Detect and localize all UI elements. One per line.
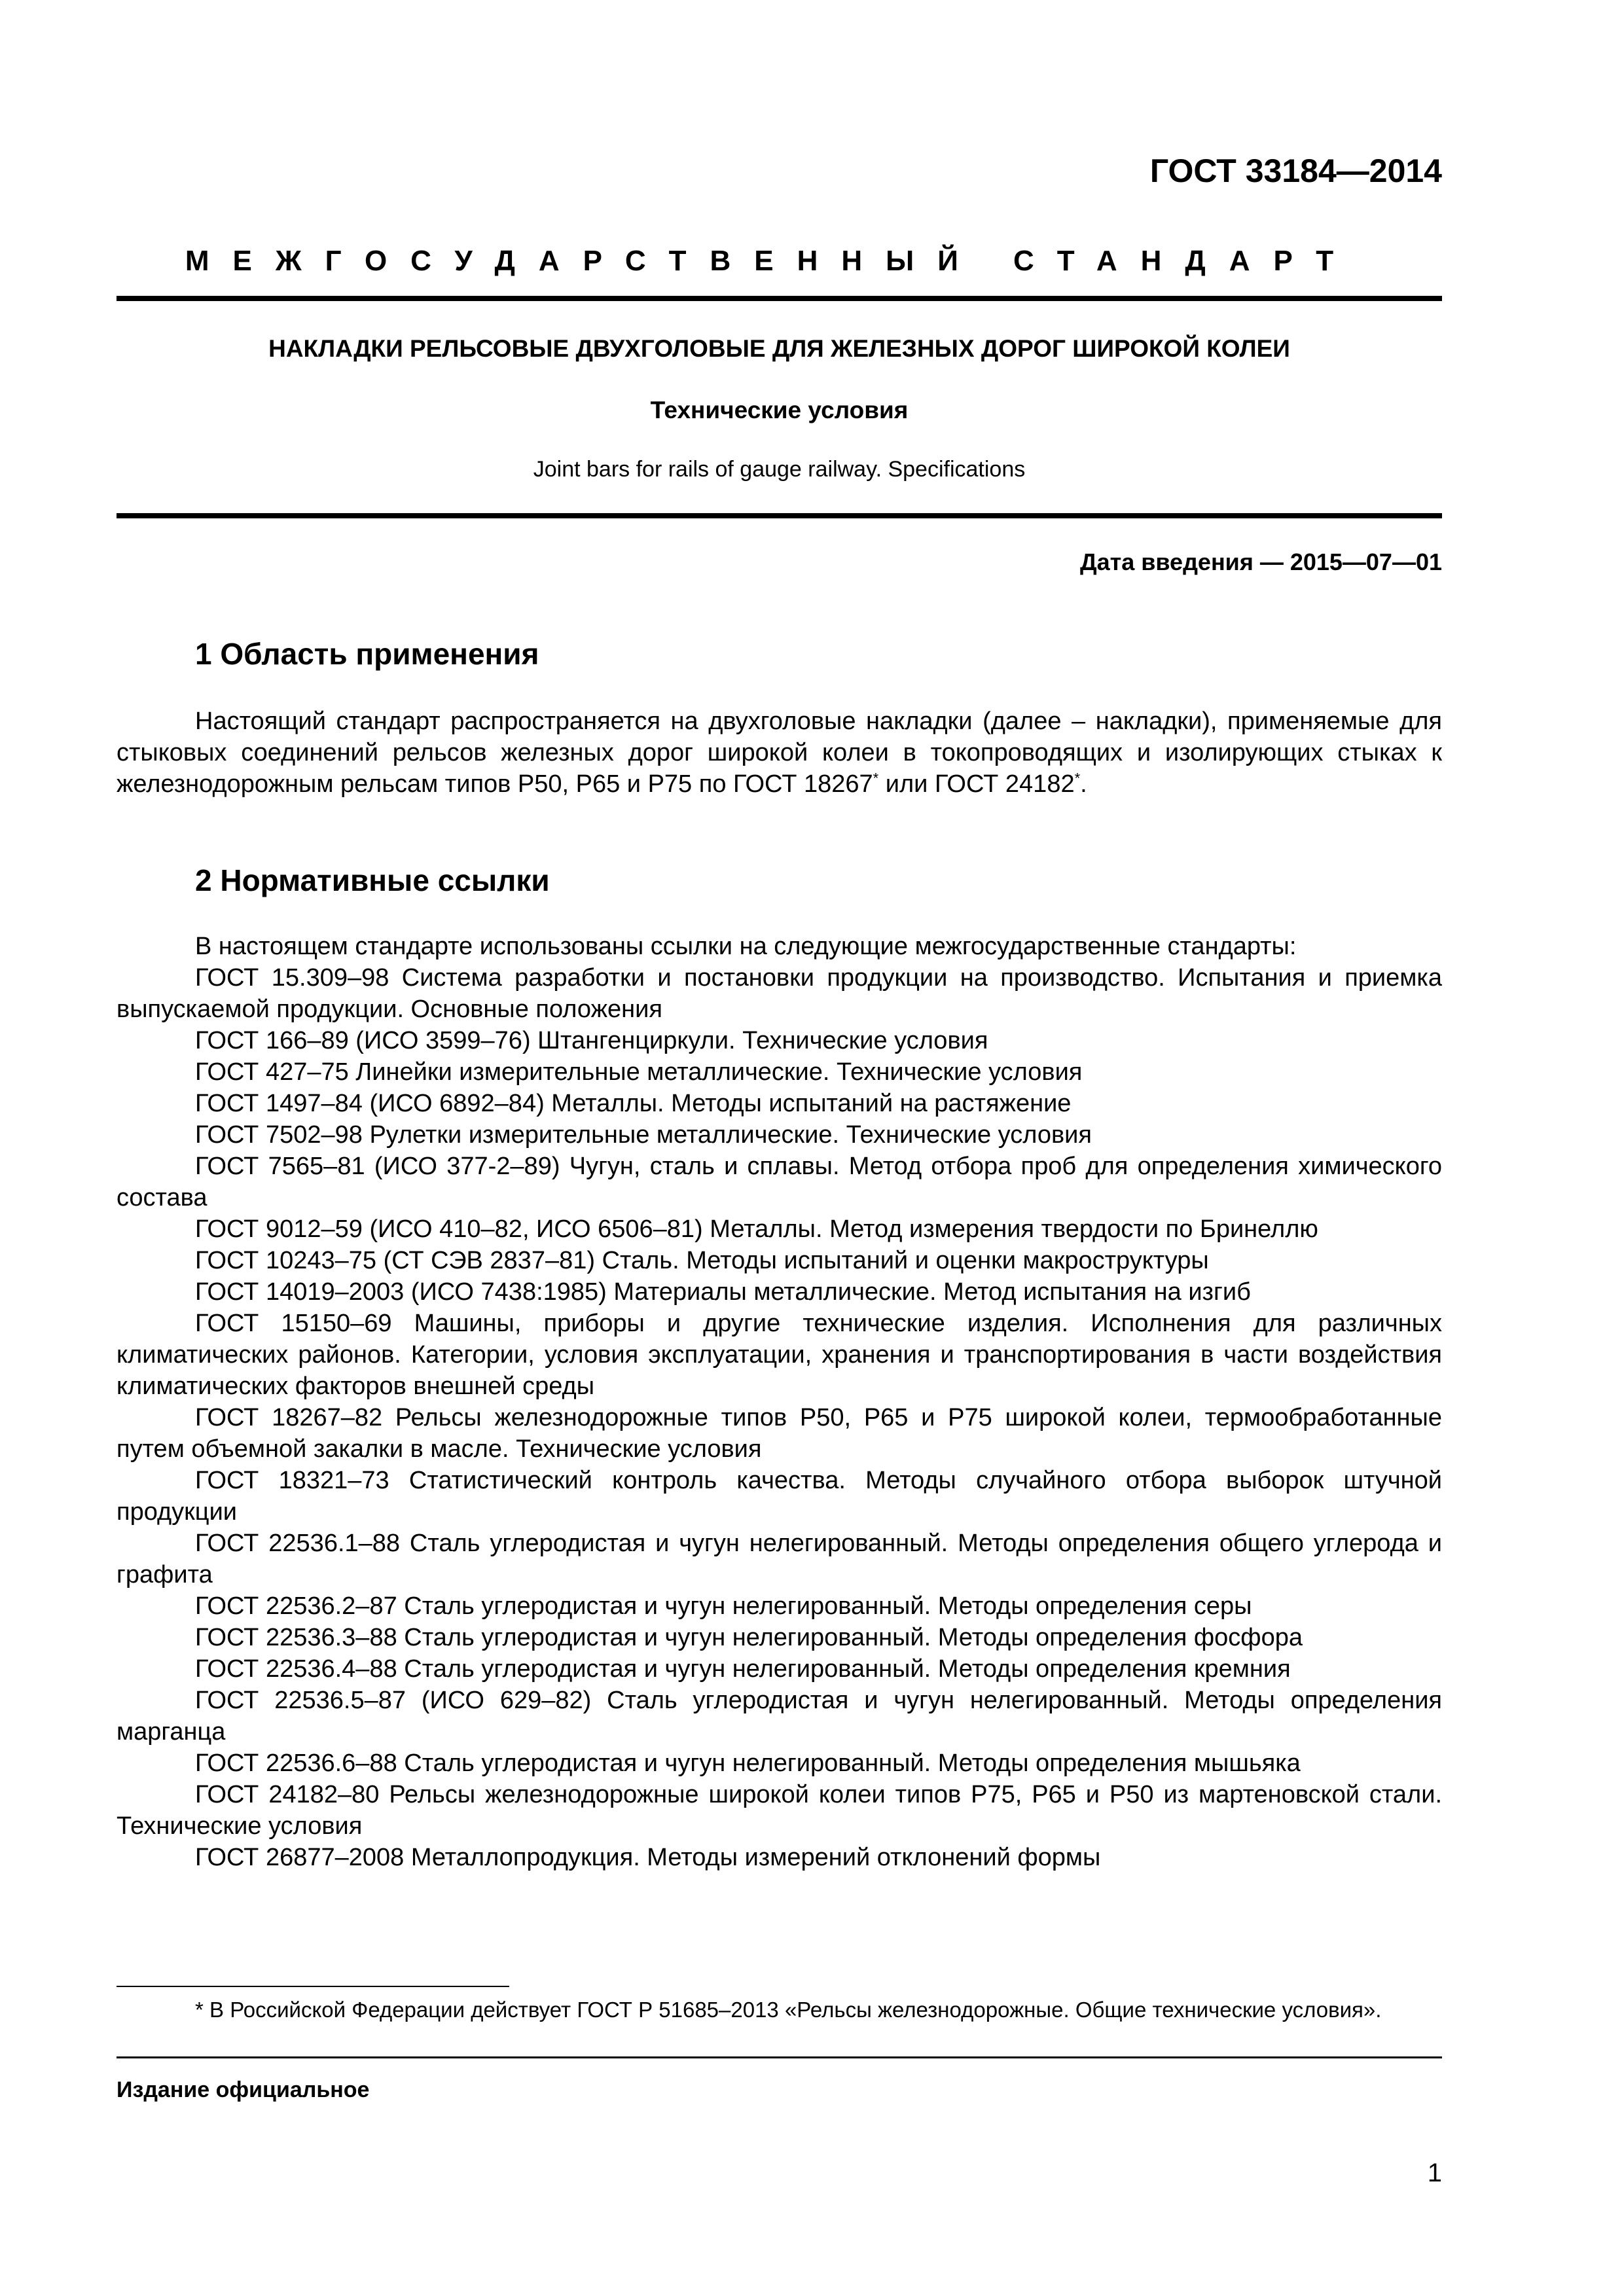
section-1-text-c: . (1080, 770, 1087, 798)
reference-item: ГОСТ 7565–81 (ИСО 377-2–89) Чугун, сталь и сплавы. Метод отбора проб для определения химического состава (117, 1153, 1442, 1211)
english-title: Joint bars for rails of gauge railway. Specifications (533, 457, 1026, 482)
reference-item: ГОСТ 22536.2–87 Сталь углеродистая и чугун нелегированный. Методы определения серы (195, 1592, 1252, 1620)
title-bottom-rule (117, 513, 1442, 518)
document-title: НАКЛАДКИ РЕЛЬСОВЫЕ ДВУХГОЛОВЫЕ ДЛЯ ЖЕЛЕЗНЫХ ДОРОГ ШИРОКОЙ КОЛЕИ (268, 335, 1290, 362)
normative-references (117, 931, 1442, 1873)
section-2-heading: 2 Нормативные ссылки (195, 863, 550, 897)
reference-item: ГОСТ 15150–69 Машины, приборы и другие технические изделия. Исполнения для различных климатических районов. Категории, условия эксплуатации, хранения и транспортирования в части воздействия климатических факторов внешней среды (117, 1310, 1442, 1400)
introduction-date: Дата введения — 2015—07—01 (1079, 548, 1442, 575)
interstate-standard-heading: МЕЖГОСУДАРСТВЕННЫЙ СТАНДАРТ (185, 245, 1358, 277)
top-thick-rule (117, 296, 1442, 301)
section-1-paragraph (117, 706, 1442, 800)
reference-item: ГОСТ 166–89 (ИСО 3599–76) Штангенциркули. Технические условия (195, 1027, 988, 1054)
official-edition-label: Издание официальное (117, 2077, 370, 2102)
reference-item: ГОСТ 7502–98 Рулетки измерительные металлические. Технические условия (195, 1121, 1092, 1149)
reference-item: ГОСТ 14019–2003 (ИСО 7438:1985) Материалы металлические. Метод испытания на изгиб (195, 1278, 1251, 1306)
reference-item: ГОСТ 1497–84 (ИСО 6892–84) Металлы. Методы испытаний на растяжение (195, 1090, 1072, 1117)
reference-item: ГОСТ 22536.1–88 Сталь углеродистая и чугун нелегированный. Методы определения общего углерода и графита (117, 1530, 1442, 1588)
footnote-marker: * (873, 770, 879, 787)
footnote-separator (117, 1986, 509, 1987)
reference-item: ГОСТ 22536.6–88 Сталь углеродистая и чугун нелегированный. Методы определения мышьяка (195, 1749, 1301, 1777)
document-subtitle: Технические условия (650, 397, 909, 423)
section-1-text-b: или ГОСТ 24182 (878, 770, 1075, 798)
reference-item: ГОСТ 15.309–98 Система разработки и постановки продукции на производство. Испытания и приемка выпускаемой продукции. Основные положения (117, 964, 1442, 1023)
gost-number: ГОСТ 33184—2014 (1149, 152, 1442, 189)
section-1-text-a: Настоящий стандарт распространяется на двухголовые накладки (далее – накладки), применяемые для стыковых соединений рельсов железных дорог широкой колеи в токопроводящих и изолирующих стыках к железнодорожным рельсам типов Р50, Р65 и Р75 по ГОСТ 18267 (117, 708, 1442, 798)
page-number: 1 (1427, 2159, 1442, 2187)
footer-rule (117, 2056, 1442, 2058)
reference-item: ГОСТ 427–75 Линейки измерительные металлические. Технические условия (195, 1058, 1083, 1086)
reference-item: ГОСТ 22536.5–87 (ИСО 629–82) Сталь углеродистая и чугун нелегированный. Методы определения марганца (117, 1687, 1442, 1746)
reference-item: ГОСТ 9012–59 (ИСО 410–82, ИСО 6506–81) Металлы. Метод измерения твердости по Бринеллю (195, 1215, 1318, 1243)
reference-item: ГОСТ 22536.3–88 Сталь углеродистая и чугун нелегированный. Методы определения фосфора (195, 1624, 1303, 1651)
reference-item: ГОСТ 18321–73 Статистический контроль качества. Методы случайного отбора выборок штучной продукции (117, 1467, 1442, 1526)
footnote-text: * В Российской Федерации действует ГОСТ Р 51685–2013 «Рельсы железнодорожные. Общие технические условия». (195, 1998, 1382, 2022)
references-intro: В настоящем стандарте использованы ссылки на следующие межгосударственные стандарты: (195, 933, 1297, 960)
reference-item: ГОСТ 18267–82 Рельсы железнодорожные типов Р50, Р65 и Р75 широкой колеи, термообработанные путем объемной закалки в масле. Технические условия (117, 1404, 1442, 1463)
footnote-marker: * (1074, 770, 1081, 787)
reference-item: ГОСТ 24182–80 Рельсы железнодорожные широкой колеи типов Р75, Р65 и Р50 из мартеновской стали. Технические условия (117, 1781, 1442, 1840)
reference-item: ГОСТ 22536.4–88 Сталь углеродистая и чугун нелегированный. Методы определения кремния (195, 1655, 1291, 1683)
reference-item: ГОСТ 10243–75 (СТ СЭВ 2837–81) Сталь. Методы испытаний и оценки макроструктуры (195, 1247, 1209, 1274)
reference-item: ГОСТ 26877–2008 Металлопродукция. Методы измерений отклонений формы (195, 1844, 1101, 1871)
section-1-heading: 1 Область применения (195, 637, 539, 671)
